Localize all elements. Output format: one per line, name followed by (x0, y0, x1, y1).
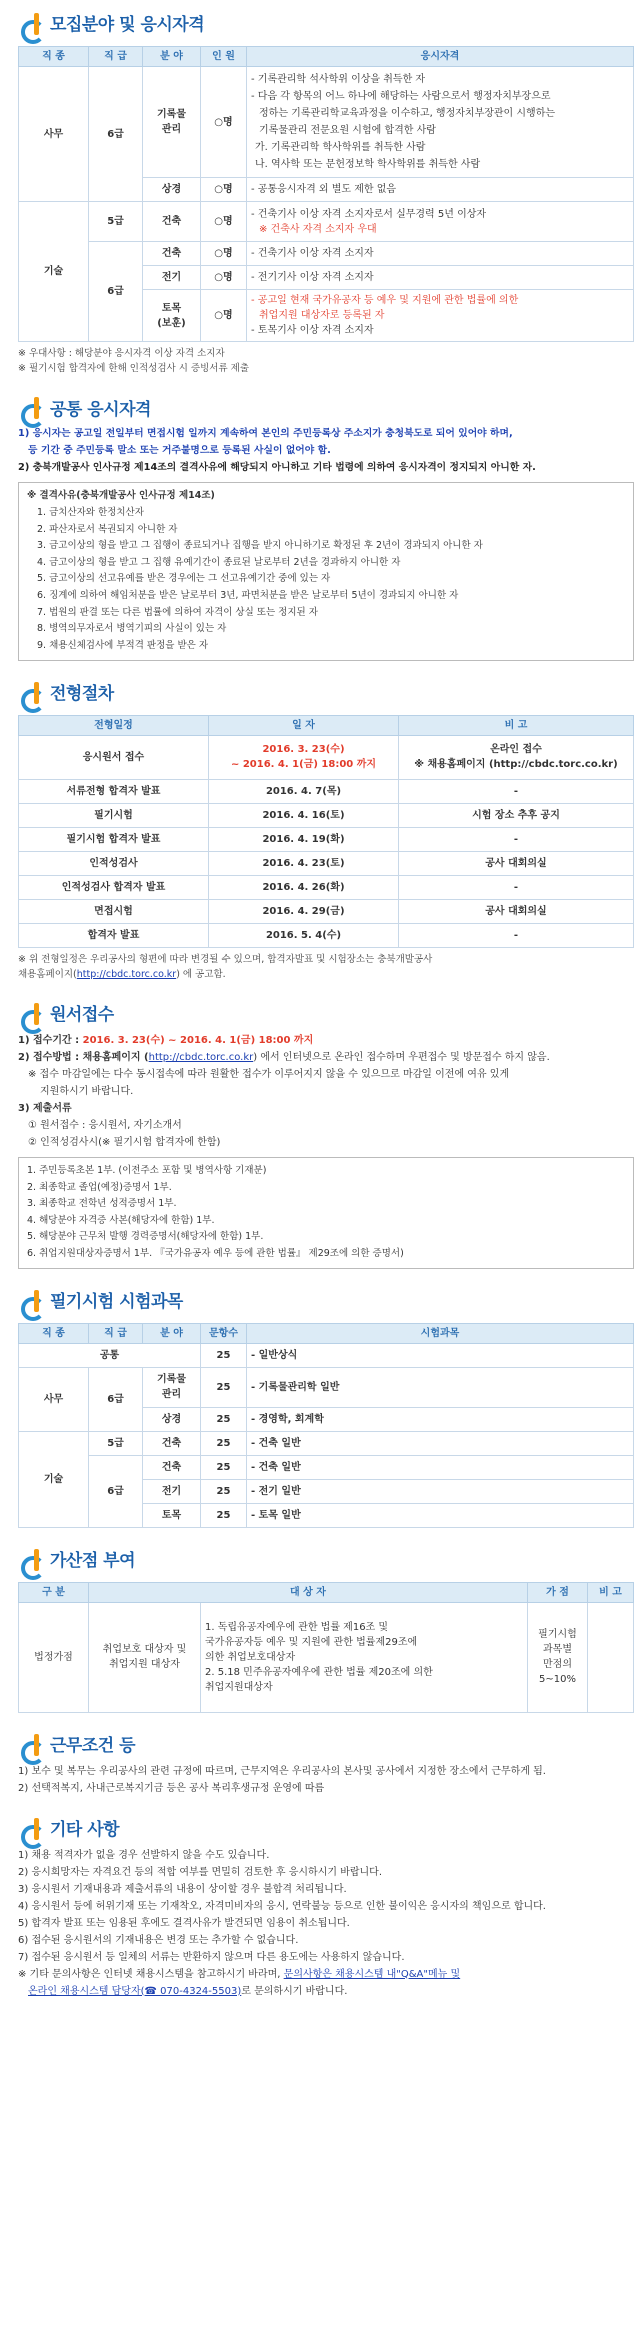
section-title: 필기시험 시험과목 (50, 1291, 183, 1312)
recruit-table: 직 종 직 급 분 야 인 원 응시자격 사무 6급 기록물 관리 ○명 - 기록관리학 석사학위 이상을 취득한 자 - 다음 각 항목의 어느 하나에 해당하는 사람으로서 행정자치부장으로 정하는 기록관리학교육과정을 이수하고, 행정자치부장관이 시행하는 기록물관리 전문요원 시험에 합격한 사람 가. 기록관리학 학사학위를 취득한 사람 나. 역사학 또는 문헌정보학 학사학위를 취득한 사람 상경 ○명 - 공통응시자격 외 별도 제한 없음 기술 5급 건축 ○명 - 건축기사 이상 자격 소지자로서 실무경력 5년 이상자 ※ 건축사 자격 소지자 우대 6급 건축 ○명 - 건축기사 이상 자격 소지자 전기 ○명 - 전기기사 이상 자격 소지자 토목 (보훈) ○명 - 공고일 현재 국가유공자 등 예우 및 지원에 관한 법률에 의한 취업지원 대상자로 등록된 자 - 토목기사 이상 자격 소지자 (18, 46, 634, 342)
section-work-conditions: 근무조건 등 1) 보수 및 복무는 우리공사의 관련 규정에 따르며, 근무지역은 우리공사의 본사및 공사에서 지정한 장소에서 근무하게 됨. 2) 선택적복지, 사내근로복지기금 등은 공사 복리후생규정 운영에 따름 (18, 1731, 634, 1797)
logo-icon (18, 13, 44, 39)
logo-icon (18, 1290, 44, 1316)
process-table: 전형일정 일 자 비 고 응시원서 접수 2016. 3. 23(수) ~ 2016. 4. 1(금) 18:00 까지 온라인 접수 ※ 채용홈페이지 (http://cbdc.torc.co.kr) 서류전형 합격자 발표 2016. 4. 7(목) - 필기시험 2016. 4. 16(토) 시험 장소 추후 공지 필기시험 합격자 발표 2016. 4. 19(화) - 인적성검사 2016. 4. 23(토) 공사 대회의실 인적성검사 합격자 발표 2016. 4. 26(화) - 면접시험 2016. 4. 29(금) 공사 대회의실 합격자 발표 2016. 5. 4(수) - (18, 715, 634, 948)
contact-link[interactable]: 온라인 채용시스템 담당자(☎ 070-4324-5503) (28, 1985, 242, 1997)
section-process: 전형절차 전형일정 일 자 비 고 응시원서 접수 2016. 3. 23(수) ~ 2016. 4. 1(금) 18:00 까지 온라인 접수 ※ 채용홈페이지 (http://cbdc.torc.co.kr) 서류전형 합격자 발표 2016. 4. 7(목) - 필기시험 2016. 4. 16(토) 시험 장소 추후 공지 필기시험 합격자 발표 2016. 4. 19(화) - 인적성검사 2016. 4. 23(토) 공사 대회의실 인적성검사 합격자 발표 2016. 4. 26(화) - 면접시험 2016. 4. 29(금) 공사 대회의실 합격자 발표 2016. 5. 4(수) - ※ 위 전형일정은 우리공사의 형편에 따라 변경될 수 있으며, 합격자발표 및 시험장소는 충북개발공사 채용홈페이지(http://cbdc.torc.co.kr) 에 공고함. (18, 679, 634, 982)
documents-box: 1. 주민등록초본 1부. (이전주소 포함 및 병역사항 기재분) 2. 최종학교 졸업(예정)증명서 1부. 3. 최종학교 전학년 성적증명서 1부. 4. 해당분야 자격증 사본(해당자에 한함) 1부. 5. 해당분야 근무처 발행 경력증명서(해당자에 한함) 1부. 6. 취업지원대상자증명서 1부. 『국가유공자 예우 등에 관한 법률』 제29조에 의한 증명서) (18, 1157, 634, 1269)
section-application: 원서접수 1) 접수기간 : 2016. 3. 23(수) ~ 2016. 4. 1(금) 18:00 까지 2) 접수방법 : 채용홈페이지 (http://cbdc.torc.co.kr) 에서 인터넷으로 온라인 접수하며 우편접수 및 방문접수 하지 않음. ※ 접수 마감일에는 다수 동시접속에 따라 원활한 접수가 이루어지지 않을 수 있으므로 마감일 이전에 여유 있게 지원하시기 바랍니다. 3) 제출서류 ① 원서접수 : 응시원서, 자기소개서 ② 인적성검사시(※ 필기시험 합격자에 한함) 1. 주민등록초본 1부. (이전주소 포함 및 병역사항 기재분) 2. 최종학교 졸업(예정)증명서 1부. 3. 최종학교 전학년 성적증명서 1부. 4. 해당분야 자격증 사본(해당자에 한함) 1부. 5. 해당분야 근무처 발행 경력증명서(해당자에 한함) 1부. 6. 취업지원대상자증명서 1부. 『국가유공자 예우 등에 관한 법률』 제29조에 의한 증명서) (18, 1000, 634, 1269)
section-title: 가산점 부여 (50, 1550, 136, 1571)
section-title: 전형절차 (50, 683, 114, 704)
section-title: 공통 응시자격 (50, 399, 151, 420)
section-title: 근무조건 등 (50, 1735, 136, 1756)
section-title: 모집분야 및 응시자격 (50, 15, 205, 36)
bonus-table: 구 분 대 상 자 가 점 비 고 법정가점 취업보호 대상자 및 취업지원 대상자 1. 독립유공자예우에 관한 법률 제16조 및 국가유공자등 예우 및 지원에 관한 법률제29조에 의한 취업보호대상자 2. 5.18 민주유공자예우에 관한 법률 제20조에 의한 취업지원대상자 필기시험 과목별 만점의 5~10% (18, 1582, 634, 1713)
logo-icon (18, 1549, 44, 1575)
logo-icon (18, 682, 44, 708)
logo-icon (18, 397, 44, 423)
qna-link[interactable]: 문의사항은 채용시스템 내"Q&A"메뉴 및 (283, 1968, 461, 1980)
logo-icon (18, 1734, 44, 1760)
disqualification-box: ※ 결격사유(충북개발공사 인사규정 제14조) 1. 금치산자와 한정치산자 2. 파산자로서 복권되지 아니한 자 3. 금고이상의 형을 받고 그 집행이 종료되거나 집행을 받지 아니하기로 확정된 후 2년이 경과되지 아니한 자 4. 금고이상의 형을 받고 그 집행 유예기간이 종료된 날로부터 2년을 경과하지 아니한 자 5. 금고이상의 선고유예를 받은 경우에는 그 선고유예기간 중에 있는 자 6. 징계에 의하여 해임처분을 받은 날로부터 3년, 파면처분을 받은 날로부터 5년이 경과되지 아니한 자 7. 법원의 판결 또는 다른 법률에 의하여 자격이 상실 또는 정지된 자 8. 병역의무자로서 병역기피의 사실이 있는 자 9. 채용신체검사에 부적격 판정을 받은 자 (18, 482, 634, 660)
section-title: 기타 사항 (50, 1819, 120, 1840)
exam-table: 직 종 직 급 분 야 문항수 시험과목 공통 25 - 일반상식 사무 6급 기록물 관리 25 - 기록물관리학 일반 상경 25 - 경영학, 회계학 기술 5급 건축 25 - 건축 일반 6급 건축 25 - 건축 일반 전기 25 - 전기 일반 토목 25 - 토목 일반 (18, 1323, 634, 1528)
section-recruitment (18, 10, 634, 376)
section-written-exam (18, 1287, 634, 1528)
homepage-link[interactable]: http://cbdc.torc.co.kr (148, 1051, 254, 1063)
section-other: 기타 사항 1) 채용 적격자가 없을 경우 선발하지 않을 수도 있습니다. 2) 응시희망자는 자격요건 등의 적합 여부를 면밀히 검토한 후 응시하시기 바랍니다. 3) 응시원서 기재내용과 제출서류의 내용이 상이할 경우 불합격 처리됩니다. 4) 응시원서 등에 허위기재 또는 기재착오, 자격미비자의 응시, 연락불능 등으로 인한 불이익은 응시자의 책임으로 합니다. 5) 합격자 발표 또는 임용된 후에도 결격사유가 발견되면 임용이 취소됩니다. 6) 접수된 응시원서의 기재내용은 변경 또는 추가할 수 없습니다. 7) 접수된 응시원서 등 일체의 서류는 반환하지 않으며 다른 용도에는 사용하지 않습니다. ※ 기타 문의사항은 인터넷 채용시스템을 참고하시기 바라며, 문의사항은 채용시스템 내"Q&A"메뉴 및 온라인 채용시스템 담당자(☎ 070-4324-5503)로 문의하시기 바랍니다. (18, 1815, 634, 2000)
section-common-qualification: 공통 응시자격 1) 응시자는 공고일 전일부터 면접시험 일까지 계속하여 본인의 주민등록상 주소지가 충청북도로 되어 있어야 하며, 등 기간 중 주민등록 말소 또는 거주불명으로 등록된 사실이 없어야 함. 2) 충북개발공사 인사규정 제14조의 결격사유에 해당되지 아니하고 기타 법령에 의하여 응시자격이 정지되지 아니한 자. ※ 결격사유(충북개발공사 인사규정 제14조) 1. 금치산자와 한정치산자 2. 파산자로서 복권되지 아니한 자 3. 금고이상의 형을 받고 그 집행이 종료되거나 집행을 받지 아니하기로 확정된 후 2년이 경과되지 아니한 자 4. 금고이상의 형을 받고 그 집행 유예기간이 종료된 날로부터 2년을 경과하지 아니한 자 5. 금고이상의 선고유예를 받은 경우에는 그 선고유예기간 중에 있는 자 6. 징계에 의하여 해임처분을 받은 날로부터 3년, 파면처분을 받은 날로부터 5년이 경과되지 아니한 자 7. 법원의 판결 또는 다른 법률에 의하여 자격이 상실 또는 정지된 자 8. 병역의무자로서 병역기피의 사실이 있는 자 9. 채용신체검사에 부적격 판정을 받은 자 (18, 394, 634, 660)
recruit-notes: ※ 우대사항 : 해당분야 응시자격 이상 자격 소지자 ※ 필기시험 합격자에 한해 인적성검사 시 증빙서류 제출 (18, 348, 249, 375)
section-bonus-points (18, 1546, 634, 1713)
logo-icon (18, 1003, 44, 1029)
logo-icon (18, 1818, 44, 1844)
section-title: 원서접수 (50, 1005, 114, 1026)
homepage-link[interactable]: http://cbdc.torc.co.kr (76, 968, 177, 980)
qualification-list: - 기록관리학 석사학위 이상을 취득한 자 - 다음 각 항목의 어느 하나에 해당하는 사람으로서 행정자치부장으로 정하는 기록관리학교육과정을 이수하고, 행정자치부장관이 시행하는 기록물관리 전문요원 시험에 합격한 사람 가. 기록관리학 학사학위를 취득한 사람 나. 역사학 또는 문헌정보학 학사학위를 취득한 사람 (247, 67, 634, 178)
